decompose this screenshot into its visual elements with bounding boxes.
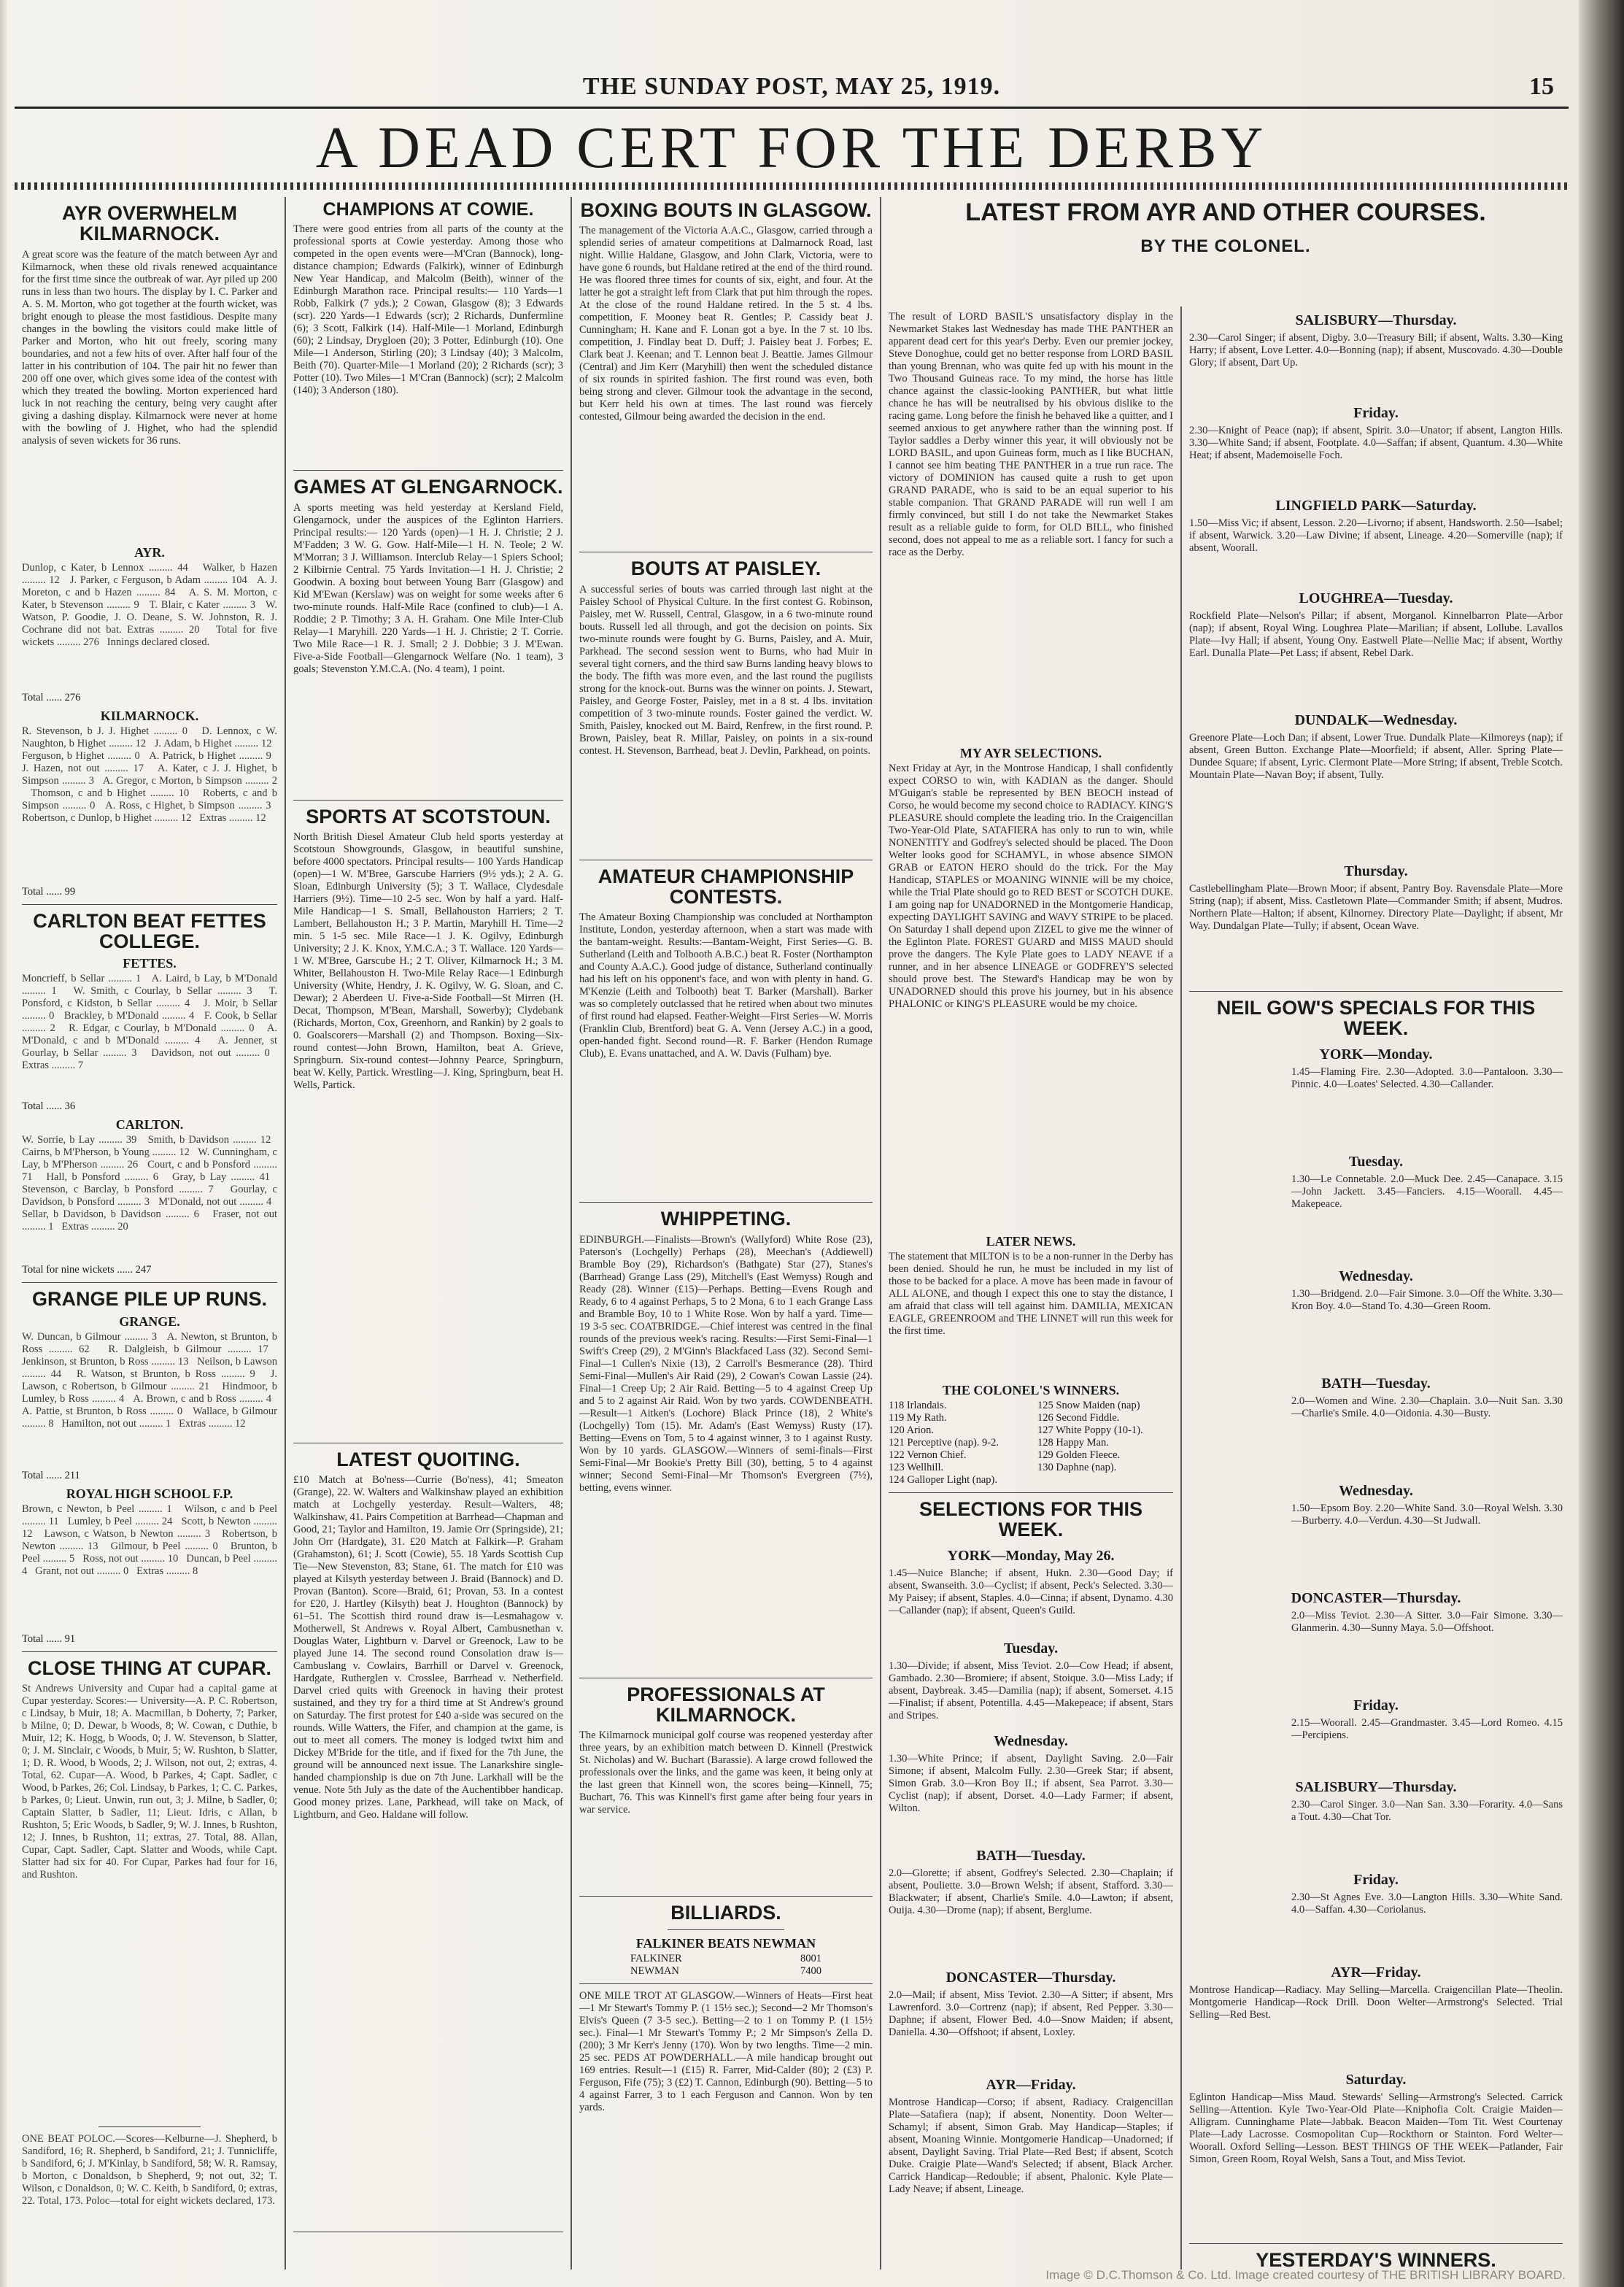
- scorecard-fettes: Moncrieff, b Sellar ......... 1 A. Laird, b Lay, b M'Donald ......... 1 W. Smith, c Courlay, b Sellar ......... 3 T. Ponsford, c Kidston, b Sellar ......... 4 J. Moir, b Sellar ......... 0 Brackley, b M'Donald ......... 4 F. Cook, b Sellar ......... 2 R. Edgar, c Courlay, b M'Donald ......... 0 A. M'Donald, c and b M'Donald ......... 4 A. Jenner, st Gourlay, b Sellar ......... 3 Davidson, not out ......... 0 Extras ......... 7: [22, 973, 277, 1072]
- article-title-professionals: PROFESSIONALS AT KILMARNOCK.: [627, 1683, 825, 1727]
- winner-item: 120 Arion.: [889, 1424, 935, 1436]
- total-grange: [22, 1470, 277, 1482]
- article-title-carlton: CARLTON BEAT FETTES COLLEGE.: [33, 909, 266, 953]
- article-title-billiards: BILLIARDS.: [670, 1902, 781, 1924]
- total-royal-high-value: Total ...... 91: [22, 1632, 76, 1645]
- article-title-boxing-paisley: BOUTS AT PAISLEY.: [630, 558, 821, 580]
- race-heading: DONCASTER—Thursday.: [946, 1969, 1116, 1986]
- article-body-cupar: St Andrews University and Cupar had a capital game at Cupar yesterday. Scores:— University—A. P. C. Robertson, c Lindsay, b Muir, 18; A. Macmillan, b Doherty, 7; Parker, b Milne, 0; D. Dewar, b Woods, 8; W. Cowan, c Duthie, b Muir, 12; K. Hogg, b Woods, 0; J. W. Stevenson, b Slatter, 0; J. M. Sinclair, c Woods, b Muir, 5; W. Rushton, b Slatter, 1; D. R. Wood, b Woods, 2; J. Wilson, not out, 2; extras, 4. Total, 62. Cupar—A. Wood, b Parkes, 4; Capt. Sadler, c Wood, b Parkes, 26; Col. Lindsay, b Parkes, 1; C. C. Parkes, b Parkes, 0; Lieut. Unwin, run out, 3; J. Milne, b Sadler, 0; Captain Slatter, b Sadler, 11; Lieut. Idris, c Allan, b Rushton, 5; Eric Woods, b Sadler, 9; W. J. Innes, b Rushton, 12; J. Innes, b Rushton, 11; extras, 27. Total, 88. Allan, Cupar, Capt. Sadler, Capt. Slatter and Woods, while Capt. Slatter had six for 40. For Cupar, Parkes had four for 16, and Rushton.: [22, 1683, 277, 1881]
- colonels-winners-list: [889, 1400, 1173, 1486]
- billiards-score-1: [579, 1953, 873, 1965]
- later-news-title: LATER NEWS.: [986, 1234, 1076, 1249]
- race-heading: AYR—Friday.: [1331, 1964, 1421, 1981]
- race-heading: Thursday.: [1344, 863, 1408, 879]
- article-title-quoiting: LATEST QUOITING.: [336, 1448, 520, 1470]
- divider: [579, 1896, 873, 1897]
- article-body-professionals: The Kilmarnock municipal golf course was reopened yesterday after three years, by an exhibition match between D. Kinnell (Prestwick St. Nicholas) and W. Buchart (Barassie). A large crowd followed the professionals over the links, and the game was keen, it being only at the last green that Kinnell won, the scores being—Kinnell, 75; Buchart, 76. This was Kinnell's first game after being four years in war service.: [579, 1729, 873, 1816]
- race-list-gow-salisbury: 2.30—Carol Singer. 3.0—Nan San. 3.30—Forarity. 4.0—Sans a Tout. 4.30—Chat Tor.: [1291, 1798, 1563, 1823]
- article-title-ayr: AYR OVERWHELM KILMARNOCK.: [61, 202, 238, 245]
- masthead: [15, 73, 1569, 109]
- race-list-gow-tuesday: 1.30—Le Connetable. 2.0—Muck Dee. 2.45—Canapace. 3.15—John Jackett. 3.45—Fanciers. 4.15—Woorall. 4.45—Makepeace.: [1291, 1173, 1563, 1210]
- team-kilmarnock: KILMARNOCK.: [100, 708, 199, 723]
- page-headline: A DEAD CERT FOR THE DERBY: [315, 116, 1268, 180]
- race-list-ayr-friday: Montrose Handicap—Corso; if absent, Radiacy. Craigencillan Plate—Satafiera (nap); if absent, Nonentity. Doon Welter—Schamyl; if absent, Simon Grab. May Handicap—Staples; if absent, Moaning Winnie. Montgomerie Handicap—Unadorned; if absent, Daylight Saving. Trial Plate—Red Best; if absent, Scotch Duke. Craigie Plate—Wand's Selected; if absent, Black Archer. Carrick Handicap—Redouble; if absent, Phalonic. Kyle Plate—Lady Neave; if absent, Lineage.: [889, 2096, 1173, 2195]
- article-body-trotting: ONE MILE TROT AT GLASGOW.—Winners of Heats—First heat—1 Mr Stewart's Tommy P. (1 15½ sec.); Second—2 Mr Thomson's Elvis's Queen (7 3-5 sec.). Betting—2 to 1 on Tommy P. (1 15½ sec.). Final—1 Mr Stewart's Tommy P.; 2 Mr Simpson's Zella D. (200); 3 Mr Kerr's Jenny (170). Won by two lengths. Time—2 min. 25 sec. PEDS AT POWDERHALL.—A mile handicap brought out 169 entries. Result—1 (£15) R. Farrer, Mid-Calder (80); 2 (£3) P. Ferguson, Fife (75); 3 (£2) T. Cannon, Edinburgh (90). Betting—5 to 4 against Farrer, 3 to 1 each Ferguson and Cannon. Won by ten yards.: [579, 1989, 873, 2113]
- race-list-doncaster: 2.0—Mail; if absent, Miss Teviot. 2.30—A Sitter; if absent, Mrs Lawrenford. 3.0—Cortrenz (nap); if absent, Red Pepper. 3.30—Daphne; if absent, Flower Bed. 4.0—Snow Maiden; if absent, Daniella. 4.30—Offshoot; if absent, Loxley.: [889, 1989, 1173, 2038]
- article-body-whippeting: EDINBURGH.—Finalists—Brown's (Wallyford) White Rose (23), Paterson's (Lochgelly) Perhaps (28), Meechan's (Addiewell) Bramble Boy (29), Richardson's (Bathgate) Star (27), Stanes's (Barrhead) Grange Lass (29), Mitchell's (East Wemyss) Rough and Ready (28). Winner (£15)—Perhaps. Betting—Evens Rough and Ready, 6 to 4 against Perhaps, 5 to 2 Mona, 6 to 1 each Grange Lass and Bramble Boy, 10 to 1 White Rose. Won by half a yard. Time—19 3-5 sec. COATBRIDGE.—Chief interest was centred in the final rounds of the previous week's racing. Results:—First Semi-Final—1 Swift's Creep (29), 2 M'Ginn's Blackfaced Lass (32). Second Semi-Final—1 Cullen's Nixie (13), 2 Carroll's Besmerance (28). Third Semi-Final—Mullen's Air Raid (29), 2 Cowan's Cowan Lassie (24). Final—1 Creep Up; 2 Air Raid. Betting—5 to 4 against Creep Up and 5 to 2 against Air Raid. Won by two yards. COWDENBEATH.—Result—1 Aitken's (Lochore) Black Prince (18), 2 White's (Lochgelly) Tom (15). Mr. Adam's (East Wemyss) Rusty (17). Betting—Evens on Tom, 5 to 4 against winner, 3 to 1 against Rusty. Won by 10 yards. GLASGOW.—Winners of semi-finals—First Semi-Final—Mr Bookie's Pretty Bill (30), betting, 5 to 4 against winner; Second Semi-Final—Mr Thomson's Evergreen (7½), betting, evens winner.: [579, 1233, 873, 1494]
- race-list-lingfield: 1.50—Miss Vic; if absent, Lesson. 2.20—Livorno; if absent, Handsworth. 2.50—Isabel; if absent, Warwick. 3.20—Law Divine; if absent, Lineage. 4.20—Somerville (nap); if absent, Woorall.: [1189, 517, 1563, 554]
- player-score: 8001: [800, 1952, 821, 1964]
- race-heading: Saturday.: [1345, 2071, 1407, 2088]
- divider: [22, 1282, 277, 1283]
- page-left-edge: [0, 0, 7, 2287]
- article-title-selections-week: SELECTIONS FOR THIS WEEK.: [919, 1498, 1143, 1541]
- article-title-whippeting: WHIPPETING.: [660, 1208, 792, 1230]
- race-heading: Wednesday.: [1339, 1482, 1413, 1499]
- decorative-rule: [15, 182, 1569, 190]
- scorecard-grange: W. Duncan, b Gilmour ......... 3 A. Newton, st Brunton, b Ross ......... 62 R. Dalgleish, b Gilmour ......... 17 Jenkinson, st Brunton, b Ross ......... 13 Neilson, b Lawson ......... 44 R. Watson, st Brunton, b Ross ......... 9 J. Lawson, c Robertson, b Gilmour ......... 21 Hindmoor, b Lumley, b Ross ......... 4 A. Brown, c and b Ross ......... 4 A. Pattie, st Brunton, b Ross ......... 0 Wallace, b Gilmour ......... 8 Hamilton, not out ......... 1 Extras ......... 12: [22, 1330, 277, 1430]
- total-fettes: [22, 1100, 277, 1113]
- article-body-boxing-glasgow: The management of the Victoria A.A.C., Glasgow, carried through a splendid series of amateur competitions at Dalmarnock Road, last night. Willie Haldane, Glasgow, and John Clark, Victoria, were to have gone 6 rounds, but Haldane retired at the end of the third round. He was floored three times for counts of six, eight, and four. At the latter he got a straight left from Clark that put him through the ropes. At the close of the round Haldane retired. In the 5 st. 4 lbs. competition, F. Mooney beat R. Gentles; P. Cassidy beat J. Cunningham; H. Kane and F. Lonan got a bye. In the 7 st. 10 lbs. competition, J. Findlay beat D. Duff; J. Paisley beat J. Forbes; E. Clark beat J. Keenan; and T. Lennon beat J. Beattie. James Gilmour (Central) and Jim Kerr (Maryhill) then went the scheduled distance of six rounds in spirited fashion. The first round was even, both being strong and clever. Gilmour took the advantage in the second, but Kerr held his own at times. The last round was fiercely contested, Gilmour being awarded the decision in the end.: [579, 225, 873, 423]
- total-ayr-value: Total ...... 276: [22, 691, 81, 703]
- race-list-dundalk: Greenore Plate—Loch Dan; if absent, Lower True. Dundalk Plate—Kilmoreys (nap); if absent, Green Button. Exchange Plate—Moorfield; if absent, Aller. Spring Plate—Dundee Square; if absent, Lyric. Clermont Plate—More String; if absent, Treble Scotch. Mountain Plate—Navan Boy; if absent, Tully.: [1189, 732, 1563, 781]
- race-heading: BATH—Tuesday.: [976, 1847, 1086, 1864]
- race-list-salisbury: 2.30—Carol Singer; if absent, Digby. 3.0—Treasury Bill; if absent, Walts. 3.30—King Harry; if absent, Love Letter. 4.0—Bonning (nap); if absent, Muscovado. 4.30—Double Glory; if absent, Dart Up.: [1189, 332, 1563, 369]
- race-heading: Wednesday.: [994, 1732, 1068, 1749]
- divider: [293, 470, 563, 471]
- team-fettes: FETTES.: [123, 956, 177, 971]
- article-title-grange: GRANGE PILE UP RUNS.: [31, 1288, 268, 1311]
- race-list-loughrea: Rockfield Plate—Nelson's Pillar; if absent, Morganol. Kinnelbarron Plate—Arbor (nap); if absent, Royal Wing. Loughrea Plate—Marilian; if absent, Lollube. Lavallos Plate—Ivy Hall; if absent, Young Ony. Eastwell Plate—Nellie Mac; if absent, Worthy Earl. Dunalla Plate—Pet Lass; if absent, Rebel Dark.: [1189, 610, 1563, 659]
- scorecard-ayr: Dunlop, c Kater, b Lennox ......... 44 Walker, b Hazen ......... 12 J. Parker, c Ferguson, b Adam ......... 104 A. J. Moreton, c and b Hazen ......... 84 A. S. M. Morton, c Kater, b Stevenson ......... 9 T. Blair, c Kater ......... 3 W. Watson, P. Goodie, J. O. Deane, S. W. Johnston, R. J. Cochrane did not bat. Extras ......... 20 Total for five wickets ......... 276 Innings declared closed.: [22, 561, 277, 648]
- article-title-neil-gow: NEIL GOW'S SPECIALS FOR THIS WEEK.: [1216, 997, 1536, 1040]
- racing-section-header: [881, 197, 1570, 261]
- divider: [579, 1202, 873, 1203]
- divider: [889, 1492, 1173, 1493]
- race-list-dundalk-thursday: Castlebellingham Plate—Brown Moor; if absent, Pantry Boy. Ravensdale Plate—More String (nap); if absent, Miss. Castletown Plate—Commander Smith; if absent, Mudros. Northern Plate—Halton; if absent, Kilnorney. Directory Plate—Daylight; if absent, Mr Way. Dundalgan Plate—Tully; if absent, Ocean Wave.: [1189, 883, 1563, 932]
- player-name: NEWMAN: [630, 1964, 679, 1977]
- race-heading: AYR—Friday.: [986, 2076, 1076, 2093]
- race-heading: YORK—Monday, May 26.: [947, 1547, 1115, 1564]
- race-list-gow-ayr-saturday: Eglinton Handicap—Miss Maud. Stewards' Selling—Armstrong's Selected. Carrick Selling—Attention. Kyle Two-Year-Old Plate—Kniphofia Colt. Craigie Maiden—Alligram. Cunninghame Plate—Jabbak. Beacon Maiden—Tom Tit. West Courtenay Plate—Lady Lacrosse. Cosmopolitan Cup—Rockthorn or Stainton. Ford Welter—Woorall. Oxford Selling—Lesson. BEST THINGS OF THE WEEK—Patlander, Fair Simon, Green Room, Royal Welsh, Sans a Tout, and Miss Teviot.: [1189, 2091, 1563, 2165]
- race-list-gow-bath: 2.0—Women and Wine. 2.30—Chaplain. 3.0—Nuit San. 3.30—Charlie's Smile. 4.0—Oidonia. 4.30—Busty.: [1291, 1395, 1563, 1419]
- article-body-amateur: The Amateur Boxing Championship was concluded at Northampton Institute, London, yesterday afternoon, when a start was made with the bantam-weight. Results:—Bantam-Weight, First Series—G. B. Sutherland (Leith and Tolbooth A.B.C.) beat R. Foster (Northampton and County A.A.C.). Good judge of distance, Sutherland continually had his left on his opponent's face, and won with plenty in hand. G. M'Kenzie (Leith and Tolbooth) beat T. Barker (Marshall). Barker was so completely outclassed that he retired when about two minutes of first round had elapsed. Feather-Weight—First Series—W. Morris (Franklin Club, Brentford) beat G. A. Venn (Jersey A.C.) in a good, open-handed fight. Second round—R. F. Barker (Hendon Rumage Club), E. Evans unattached, and A. W. Davis (Fulham) bye.: [579, 911, 873, 1060]
- race-heading: SALISBURY—Thursday.: [1295, 312, 1457, 328]
- byline-colonel: BY THE COLONEL.: [1140, 236, 1311, 256]
- race-list-york-tuesday: 1.30—Divide; if absent, Miss Teviot. 2.0—Cow Head; if absent, Gambado. 2.30—Bromiere; if absent, Stoique. 3.0—Miss Lady; if absent, Daybreak. 3.45—Damilia (nap); if absent, Somerset. 4.15—Finalist; if absent, Potentilla. 4.45—Makepeace; if absent, Stars and Stripes.: [889, 1659, 1173, 1721]
- divider: [22, 904, 277, 905]
- team-carlton: CARLTON.: [115, 1117, 184, 1133]
- race-heading: LOUGHREA—Tuesday.: [1299, 590, 1453, 606]
- article-title-latest-ayr: LATEST FROM AYR AND OTHER COURSES.: [965, 198, 1486, 226]
- column-4: [881, 306, 1182, 2269]
- race-heading: Tuesday.: [1003, 1640, 1059, 1657]
- winner-item: 126 Second Fiddle.: [1037, 1412, 1120, 1424]
- winner-item: 118 Irlandais.: [889, 1400, 947, 1411]
- team-royal-high: ROYAL HIGH SCHOOL F.P.: [66, 1486, 233, 1501]
- race-heading: YORK—Monday.: [1319, 1046, 1433, 1062]
- article-title-glengarnock: GAMES AT GLENGARNOCK.: [293, 476, 563, 498]
- race-list-gow-york: 1.45—Flaming Fire. 2.30—Adopted. 3.0—Pantaloon. 3.30—Pinnic. 4.0—Loates' Selected. 4.30—Callander.: [1291, 1065, 1563, 1090]
- player-score: 7400: [800, 1964, 821, 1977]
- race-heading: SALISBURY—Thursday.: [1295, 1778, 1457, 1795]
- race-heading: Friday.: [1353, 1697, 1399, 1713]
- winner-item: 127 White Poppy (10-1).: [1037, 1424, 1143, 1436]
- race-heading: Tuesday.: [1348, 1153, 1404, 1170]
- total-royal-high: [22, 1633, 277, 1646]
- race-heading: Friday.: [1353, 405, 1399, 421]
- total-carlton: [22, 1264, 277, 1276]
- race-heading: DONCASTER—Thursday.: [1291, 1589, 1461, 1606]
- total-kilmarnock-value: Total ...... 99: [22, 885, 76, 898]
- race-list-gow-ayr: Montrose Handicap—Radiacy. May Selling—Marcella. Craigencillan Plate—Theolin. Montgomerie Handicap—Rock Drill. Doon Welter—Armstrong's Selected. Trial Selling—Red Best.: [1189, 1983, 1563, 2021]
- scorecard-kilmarnock: R. Stevenson, b J. J. Highet ......... 0 D. Lennox, c W. Naughton, b Highet ......... 12 J. Adam, b Highet ......... 12 Ferguson, b Highet ......... 0 A. Patrick, b Highet ......... 9 J. Hazen, not out ......... 17 A. Kater, c J. J. Highet, b Simpson ......... 3 A. Gregor, c Morton, b Simpson ......... 2 Thomson, c and b Highet ......... 10 Roberts, c and b Simpson ......... 0 A. Ross, c Highet, b Simpson ......... 3 Robertson, c Dunlop, b Highet ......... 12 Extras ......... 12: [22, 725, 277, 824]
- race-list-gow-salisbury-friday: 2.30—St Agnes Eve. 3.0—Langton Hills. 3.30—White Sand. 4.0—Saffan. 4.30—Coriolanus.: [1291, 1891, 1563, 1916]
- article-title-cupar: CLOSE THING AT CUPAR.: [28, 1657, 271, 1679]
- race-heading: LINGFIELD PARK—Saturday.: [1275, 498, 1477, 514]
- divider: [1189, 2243, 1563, 2244]
- column-5: [1182, 306, 1570, 2269]
- total-fettes-value: Total ...... 36: [22, 1100, 76, 1113]
- winner-item: 121 Perceptive (nap). 9-2.: [889, 1437, 999, 1449]
- race-heading: Friday.: [1353, 1871, 1399, 1888]
- article-body-latest-ayr: The result of LORD BASIL'S unsatisfactory display in the Newmarket Stakes last Wednesday has made THE PANTHER an apparent dead cert for this year's Derby. Even our premier jockey, Steve Donoghue, could get no better response from LORD BASIL than young Brennan, who was quite fed up with his mount in the Two Thousand Guineas race. To my mind, the horse has little chance against the classic-looking PANTHER, but what little chance he has will be neutralised by his obvious dislike to the racing game. Long before the finish he behaved like a quitter, and I seemed anxious to get anywhere rather than the winning post. If Taylor saddles a Derby winner this year, it will obviously not be LORD BASIL, and upon Guineas form, much as I like BUCHAN, I cannot see him beating THE PANTHER in a true run race. The victory of DOMINION has caused quite a rush to get upon GRAND PARADE, who is said to be an equal superior to his stable companion. That GRAND PARADE will run well I am firmly convinced, but still I do not take the Newmarket Stakes result as a reliable guide to form, for OLD BILL, who finished second, does not appeal to me as a reliable sort. I fancy for such a race as the Derby.: [889, 311, 1173, 558]
- race-list-gow-wednesday: 1.30—Bridgend. 2.0—Fair Simone. 3.0—Off the White. 3.30—Kron Boy. 4.0—Stand To. 4.30—Green Room.: [1291, 1287, 1563, 1312]
- article-body-quoiting: £10 Match at Bo'ness—Currie (Bo'ness), 41; Smeaton (Grange), 22. W. Walters and Walkinshaw played an exhibition match at Lochgelly yesterday. Result—Walters, 48; Walkinshaw, 41. Pairs Competition at Barrhead—Chapman and Good, 21; Taylor and Hamilton, 19. Jamie Orr (Springside), 21; John Orr (Hardgate), 31. £20 Match at Falkirk—P. Graham (Grahamston), 61; J. Scott (Cowie), 55. 18 Yards Scottish Cup Tie—New Stevenston, 83; Stane, 61. The match for £10 was played at Kilsyth yesterday between J. Braid (Bannock) and D. Provan (Banton). Score—Braid, 61; Provan, 53. In a contest for £20, J. Hartley (Kilsyth) beat J. Houghton (Bannock) by 61–51. The Scottish third round draw is—Lesmahagow v. Motherwell, St Andrews v. Royal Albert, Cambusnethan v. Douglas Water, Lightburn v. Darvel or Greenock, Law to be played June 14. The second round Consolation draw is—Cambuslang v. Cowlairs, Barrhill or Darvel v. Greenock, Hardgate, Rutherglen v. Crosslee, Barrhead v. Netherfield. Darvel cried quits with Greenock in having their protest sustained, and they try for a third time at St Andrew's ground on Saturday. The first protest for £40 a-side was secured on the rounds. Wille Watters, the Fifer, and champion at the game, is out to meet all comers. The money is lodged twixt him and Dickey M'Bride for the title, and if fixed for the 7th June, the ground will be announced next issue. The Lanarkshire single-handed championship is due on 7th June. Larkhall will be the venue. Note 5th July as the date of the Auchentibber handicap. Good money prizes. Lane, Parkhead, will take on Mack, of Lightburn, and Geo. Haldane will follow.: [293, 1474, 563, 1821]
- total-ayr: [22, 692, 277, 704]
- player-name: FALKINER: [630, 1952, 682, 1964]
- scorecard-royal-high: Brown, c Newton, b Peel ......... 1 Wilson, c and b Peel ......... 11 Lumley, b Peel ......... 24 Scott, b Newton ......... 12 Lawson, c Watson, b Newton ......... 3 Robertson, b Newton ......... 13 Gilmour, b Peel ......... 0 Brunton, b Peel ......... 5 Ross, not out ......... 10 Duncan, b Peel ......... 4 Grant, not out ......... 0 Extras ......... 8: [22, 1503, 277, 1577]
- race-list-gow-bath-wednesday: 1.50—Epsom Boy. 2.20—White Sand. 3.0—Royal Welsh. 3.30—Burberry. 4.0—Verdun. 4.30—St Judwall.: [1291, 1502, 1563, 1527]
- winner-item: 128 Happy Man.: [1037, 1437, 1109, 1449]
- column-1: [15, 197, 286, 2269]
- divider: [98, 2126, 201, 2127]
- selections-title-ayr: MY AYR SELECTIONS.: [959, 746, 1102, 760]
- billiards-score-2: [579, 1965, 873, 1978]
- winners-title: THE COLONEL'S WINNERS.: [942, 1383, 1120, 1397]
- race-list-gow-doncaster-friday: 2.15—Woorall. 2.45—Grandmaster. 3.45—Lord Romeo. 4.15—Percipiens.: [1291, 1716, 1563, 1741]
- divider: [22, 1651, 277, 1652]
- race-list-york-monday: 1.45—Nuice Blanche; if absent, Hukn. 2.30—Good Day; if absent, Swanseith. 3.0—Cyclist; if absent, Peck's Selected. 3.30—My Paisey; if absent, Staples. 4.0—Cinna; if absent, Dynamo. 4.30—Callander (nap); if absent, Queen's Guild.: [889, 1567, 1173, 1616]
- divider: [668, 1929, 785, 1930]
- race-list-salisbury-friday: 2.30—Knight of Peace (nap); if absent, Spirit. 3.0—Unator; if absent, Langton Hills. 3.30—White Sand; if absent, Footplate. 4.0—Saffan; if absent, Quantum. 4.30—White Heat; if absent, Mademoiselle Foch.: [1189, 425, 1563, 461]
- winner-item: 123 Wellhill.: [889, 1462, 944, 1473]
- team-ayr: AYR.: [134, 544, 165, 560]
- article-title-yesterday: YESTERDAY'S WINNERS.: [1256, 2248, 1496, 2269]
- article-body-glengarnock: A sports meeting was held yesterday at Kersland Field, Glengarnock, under the auspices of the Eglinton Harriers. Principal results:— 120 Yards (open)—1 H. J. Christie; 2 J. M'Fadden; 3 W. G. Gow. Half-Mile—1 H. N. Teole; 2 W. M'Morran; 3 J. Williamson. Interclub Relay—1 Spiers School; 2 Kilbirnie Central. 75 Yards Invitation—1 H. J. Christie; 2 Goodwin. A boxing bout between Young Barr (Glasgow) and Kid M'Ewan (Kerslaw) was on weight for some weeks after 6 two-minute rounds. Half-Mile Race (confined to club)—1 A. Roddie; 2 P. Timothy; 3 A. H. Graham. One Mile Inter-Club Relay—1 Maryhill. 220 Yards—1 H. J. Christie; 2 T. Corrie. Two Mile Race—1 R. J. Small; 2 J. Dobbie; 3 J. M'Ewan. Five-a-Side Football—Glengarnock Welfare (No. 1 team), 3 goals; Stevenston Y.M.C.A. (No. 4 team), 1 point.: [293, 501, 563, 675]
- article-body-ayr: A great score was the feature of the match between Ayr and Kilmarnock, when these old rivals renewed acquaintance for the first time since the outbreak of war. Ayr piled up 200 runs in less than two hours. The display by I. C. Parker and A. S. M. Morton, who got together at the fourth wicket, was bright enough to please the most fastidious. Despite many changes in the bowling the visitors could make little of Parker and Morton, who hit out freely, scoring many boundaries, and not a few hits of over. After half four of the latter in his contribution of 104. The pair hit no fewer than 200 off one over, which gives some idea of the contest with which they treated the bowling. Morton experienced hard luck in not reaching the century, being very caught after giving a dashing display. Kilmarnock were never at home with the bowling of J. Highet, who had the splendid analysis of seven wickets for 36 runs.: [22, 248, 277, 447]
- billiards-subtitle: FALKINER BEATS NEWMAN: [635, 1935, 816, 1951]
- winner-item: 129 Golden Fleece.: [1037, 1449, 1121, 1461]
- article-title-boxing-glasgow: BOXING BOUTS IN GLASGOW.: [580, 199, 872, 221]
- race-heading: DUNDALK—Wednesday.: [1294, 712, 1458, 728]
- total-carlton-value: Total for nine wickets ...... 247: [22, 1264, 152, 1276]
- winner-item: 125 Snow Maiden (nap): [1037, 1400, 1140, 1411]
- column-3: [572, 197, 881, 2269]
- race-heading: Wednesday.: [1339, 1268, 1413, 1284]
- race-heading: BATH—Tuesday.: [1321, 1375, 1431, 1392]
- race-list-gow-doncaster: 2.0—Miss Teviot. 2.30—A Sitter. 3.0—Fair Simone. 3.30—Glanmerin. 4.30—Sunny Maya. 5.0—Offshoot.: [1291, 1609, 1563, 1634]
- article-body-scotstoun: North British Diesel Amateur Club held sports yesterday at Scotstoun Showgrounds, Glasgow, in beautiful sunshine, before 4000 spectators. Principal results— 100 Yards Handicap (open)—1 W. M'Bree, Garscube Harriers (9½ yds.); 2 A. G. Sloan, Edinburgh University (5); 3 T. Wallace, Clydesdale Harriers (9½). Time—10 2-5 sec. Won by half a yard. Half-Mile Handicap—1 S. Small, Bellahouston Harriers; 2 T. Lambert, Bellahouston H.; 3 P. Martin, Maryhill H. Time—2 min. 5 1-5 sec. Mile Race—1 J. K. Ogilvy, Edinburgh University; 2 J. K. Knox, Y.M.C.A.; 3 T. Wallace. 120 Yards—1 W. M'Bree, Garscube H.; 2 T. Oliver, Kilmarnock H.; 3 M. Whiter, Bellahouston H. Two-Mile Relay Race—1 Edinburgh University (White, Hendry, J. K. Ogilvy, W. G. Sloan, and C. Dewar); 2 Aberdeen U. Five-a-Side Football—St Mirren (H. Decat, Thompson, M'Bean, Marshall, Sowerby); Clydebank (Richards, Morton, Cox, Greenhorn, and Rankin) by 2 goals to 0. Goalscorers—Marshall (2) and Thompson. Boxing—Six-round contest—John Brown, Hamilton, beat A. Grieve, Springburn. Six-round contest—Johnny Pearce, Springburn, beat W. Kelly, Partick. Wrestling—J. King, Springburn, beat H. Wells, Partick.: [293, 830, 563, 1091]
- article-body-boxing-paisley: A successful series of bouts was carried through last night at the Paisley School of Physical Culture. In the first contest G. Robinson, Paisley, met W. Russell, Central, Glasgow, in a 6 two-minute round bouts. Russell led all through, and got the decision on points. Six two-minute rounds were fought by G. Burns, Paisley, and A. Muir, Parkhead. The second session went to Burns, who had Muir in several tight corners, and the third saw Burns landing heavy blows to the body. The fifth was more even, and the last round the pugilists strong for the knock-out. Burns was the winner on points. J. Stewart, Paisley, and George Foster, Paisley, met in a 8 st. 4 lbs. invitation competition of 3 two-minute rounds. Foster gained the verdict. W. Smith, Paisley, knocked out M. Baird, Renfrew, in the first round. P. Brown, Paisley, beat R. Millar, Paisley, on points in a six-round contest. H. Stevenson, Barrhead, beat J. Devlin, Parkhead, on points.: [579, 583, 873, 757]
- divider: [579, 1983, 873, 1984]
- total-kilmarnock: [22, 886, 277, 898]
- divider: [293, 800, 563, 801]
- divider: [1189, 991, 1563, 992]
- article-title-amateur: AMATEUR CHAMPIONSHIP CONTESTS.: [598, 865, 854, 909]
- article-body-fife: ONE BEAT POLOC.—Scores—Kelburne—J. Shepherd, b Sandiford, 16; R. Shepherd, b Sandiford, 21; J. Tunnicliffe, b Sandiford, 6; J. M'Kinlay, b Sandiford, 58; W. R. Ramsay, b Morton, c Donaldson, b Shepherd, 9; not out, 32; T. Wilson, c Donaldson, 0; W. C. Keith, b Sandiford, 0; extras, 22. Total, 173. Poloc—total for eight wickets declared, 173.: [22, 2133, 277, 2207]
- article-body-ayr-selections: Next Friday at Ayr, in the Montrose Handicap, I shall confidently expect CORSO to win, with KADIAN as the danger. Should M'Guigan's stable be represented by BEN BEOCH instead of Corso, he would become my second choice to RADIACY. KING'S PLEASURE should complete the leading trio. In the Craigencillan Two-Year-Old Plate, SATAFIERA has only to run to win, while NONENTITY and Godfrey's selected should be placed. The Doon Welter looks good for SCHAMYL, in whose absence SIMON GRAB or EATON HERO should do the trick. For the May Handicap, STAPLES or MOANING WINNIE will be my choice, while the Trial Plate should go to RED BEST or SCOTCH DUKE. I am going nap for UNADORNED in the Montgomerie Handicap, expecting DAYLIGHT SAVING and WAVY STRIPE to be placed. On Saturday I shall depend upon ZIZEL to give me the winner of the Eglinton Plate. FOREST GUARD and MISS MAUD should prove the dangers. The Kyle Plate goes to LADY NEAVE if a runner, and in her absence LINEAGE or GODFREY'S selected should prove best. The Steward's Handicap may be won by UNADORNED should this prove his journey, but in his absence PHALONIC or KING'S PLEASURE would be my choice.: [889, 763, 1173, 1010]
- winner-item: 119 My Rath.: [889, 1412, 947, 1424]
- scorecard-carlton: W. Sorrie, b Lay ......... 39 Smith, b Davidson ......... 12 Cairns, b M'Pherson, b Young ......... 12 W. Cunningham, c Lay, b M'Pherson ......... 26 Court, c and b Ponsford ......... 71 Hall, b Ponsford ......... 6 Gray, b Lay ......... 41 Stevenson, c Barclay, b Ponsford ......... 7 Gourlay, c Davidson, b Ponsford ......... 3 M'Donald, not out ......... 4 Sellar, b Davidson, b Davidson ......... 6 Fraser, not out ......... 1 Extras ......... 20: [22, 1134, 277, 1233]
- article-body-later-news: The statement that MILTON is to be a non-runner in the Derby has been denied. Should he run, he must be included in my list of those to be backed for a place. A move has been made in favour of ALL ALONE, and though I expect this one to stay the distance, I am afraid that class will tell against him. DAMILIA, MEXICAN EAGLE, GREENROOM and THE LINNET will run this week for the first time.: [889, 1251, 1173, 1337]
- team-grange: GRANGE.: [119, 1314, 180, 1329]
- total-grange-value: Total ...... 211: [22, 1469, 80, 1481]
- article-title-scotstoun: SPORTS AT SCOTSTOUN.: [306, 805, 551, 828]
- page-binding-shadow: [1579, 0, 1624, 2287]
- image-credit: Image © D.C.Thomson & Co. Ltd. Image created courtesy of THE BRITISH LIBRARY BOARD.: [1045, 2268, 1566, 2282]
- article-body-cowie: There were good entries from all parts of the county at the professional sports at Cowie yesterday. Among those who competed in the open events were—M'Cran (Bannock), long-distance champion; Edwards (Falkirk), winner of Edinburgh New Year Handicap, and Malcolm (Beith), winner of the Edinburgh Marathon race. Principal results:— 110 Yards—1 Robb, Falkirk (7 yds.); 2 Cowan, Glasgow (8); 3 Edwards (scr). 220 Yards—1 Edwards (scr); 2 Richards, Dunfermline (6); 3 Scott, Falkirk (14). Half-Mile—1 Morland, Edinburgh (60); 2 Lindsay, Drygloen (20); 3 Potter, Edinburgh (10). One Mile—1 Anderson, Stirling (20); 3 Lindsay (40); 3 Malcolm, Beith (70). Quarter-Mile—1 Morland (20); 2 Richards (scr); 3 Potter (10). Two Miles—1 M'Cran (Bannock) (scr); 2 Malcolm (140); 3 Anderson (180).: [293, 223, 563, 397]
- race-list-bath-tuesday: 2.0—Glorette; if absent, Godfrey's Selected. 2.30—Chaplain; if absent, Pouliette. 3.0—Brown Welsh; if absent, Stafford. 3.30—Blackwater; if absent, Charlie's Smile. 4.0—Lawton; if absent, Ouija. 4.30—Drome (nap); if absent, Berglume.: [889, 1867, 1173, 1916]
- column-2: [286, 197, 572, 2269]
- masthead-title: THE SUNDAY POST, MAY 25, 1919.: [582, 73, 1001, 100]
- winner-item: 122 Vernon Chief.: [889, 1449, 967, 1461]
- winner-item: 130 Daphne (nap).: [1037, 1462, 1117, 1473]
- article-title-cowie: CHAMPIONS AT COWIE.: [322, 199, 534, 220]
- race-list-york-wednesday: 1.30—White Prince; if absent, Daylight Saving. 2.0—Fair Simone; if absent, Malcolm Fully. 2.30—Greek Star; if absent, Simon Grab. 3.0—Kron Boy II.; if absent, Sea Parrot. 3.30—Cyclist (nap); if absent, Dorset. 4.0—Lady Farmer; if absent, Wilton.: [889, 1752, 1173, 1814]
- winner-item: 124 Galloper Light (nap).: [889, 1474, 997, 1486]
- page-number: 15: [1529, 73, 1554, 100]
